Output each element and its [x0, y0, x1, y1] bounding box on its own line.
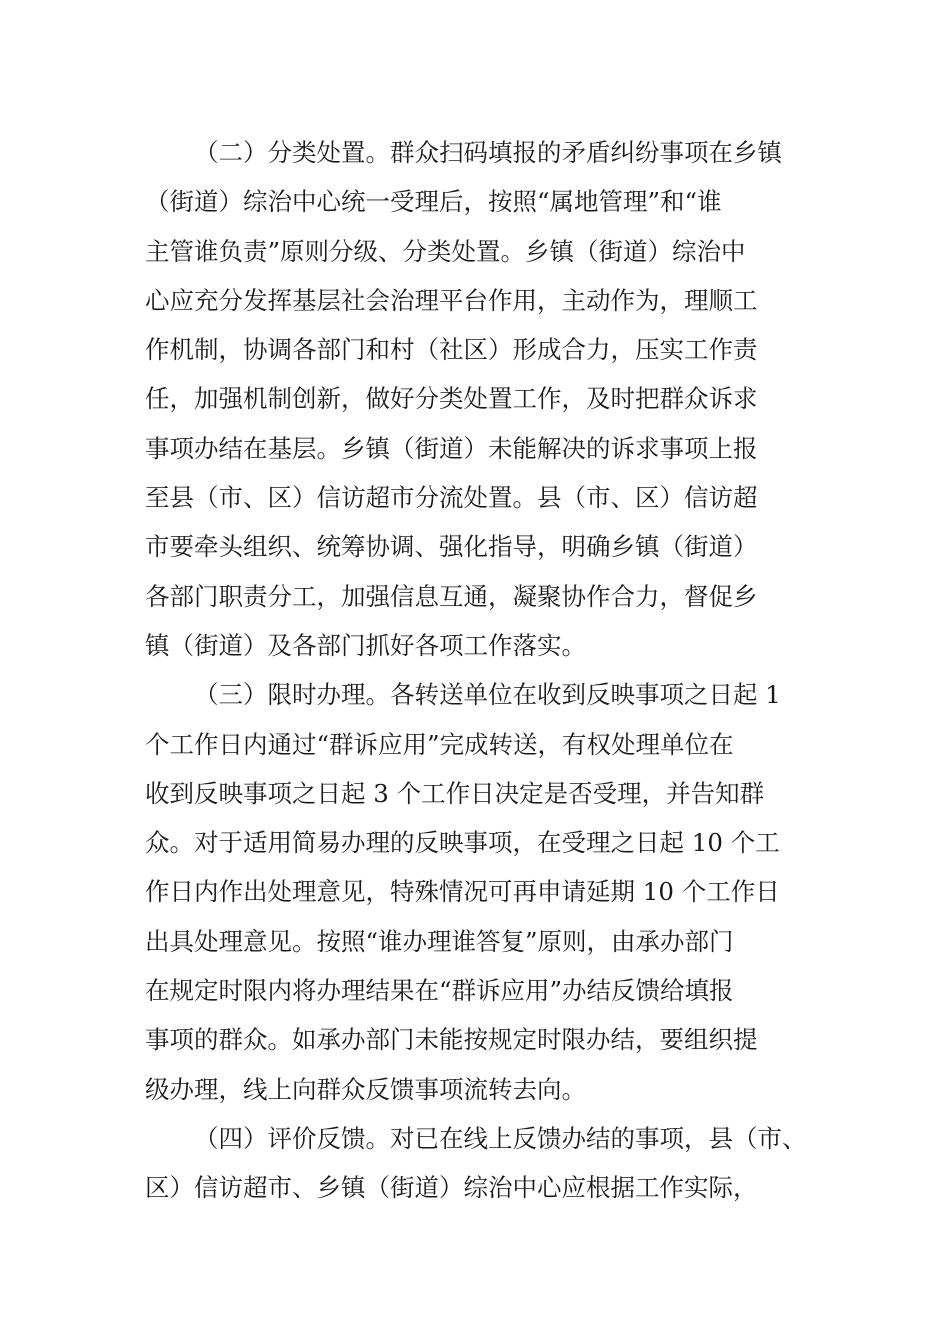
- paragraph-line: 市要牵头组织、统筹协调、强化指导，明确乡镇（街道）: [145, 532, 758, 562]
- paragraph-line: 镇（街道）及各部门抓好各项工作落实。: [145, 630, 586, 660]
- paragraph-line: 任，加强机制创新，做好分类处置工作，及时把群众诉求: [145, 384, 758, 414]
- paragraph-line: （二）分类处置。群众扫码填报的矛盾纠纷事项在乡镇: [194, 138, 782, 167]
- paragraph-line: 心应充分发挥基层社会治理平台作用，主动作为，理顺工: [145, 285, 758, 315]
- paragraph-line: 在规定时限内将办理结果在“群诉应用”办结反馈给填报: [145, 976, 734, 1006]
- paragraph-line: 级办理，线上向群众反馈事项流转去向。: [145, 1074, 586, 1104]
- paragraph-section-4: [145, 1114, 810, 1213]
- paragraph-line: 出具处理意见。按照“谁办理谁答复”原则，由承办部门: [145, 926, 734, 956]
- paragraph-line: （四）评价反馈。对已在线上反馈办结的事项，县（市、: [194, 1123, 807, 1153]
- paragraph-line: 至县（市、区）信访超市分流处置。县（市、区）信访超: [145, 483, 758, 513]
- paragraph-line: 个工作日内通过“群诉应用”完成转送，有权处理单位在: [145, 729, 734, 759]
- paragraph-section-2: [145, 128, 810, 670]
- paragraph-section-3: [145, 670, 810, 1114]
- paragraph-line: 各部门职责分工，加强信息互通，凝聚协作合力，督促乡: [145, 581, 758, 611]
- paragraph-line: 收到反映事项之日起 3 个工作日决定是否受理，并告知群: [145, 778, 765, 808]
- paragraph-line: 事项的群众。如承办部门未能按规定时限办结，要组织提: [145, 1025, 758, 1055]
- paragraph-line: 作日内作出处理意见，特殊情况可再申请延期 10 个工作日: [145, 877, 780, 907]
- paragraph-line: 众。对于适用简易办理的反映事项，在受理之日起 10 个工: [145, 828, 780, 858]
- paragraph-line: （街道）综治中心统一受理后，按照“属地管理”和“谁: [145, 187, 722, 217]
- paragraph-line: （三）限时办理。各转送单位在收到反映事项之日起 1: [194, 680, 781, 710]
- paragraph-line: 主管谁负责”原则分级、分类处置。乡镇（街道）综治中: [145, 236, 746, 266]
- paragraph-line: 作机制，协调各部门和村（社区）形成合力，压实工作责: [145, 335, 758, 365]
- paragraph-line: 事项办结在基层。乡镇（街道）未能解决的诉求事项上报: [145, 433, 758, 463]
- document-body: [145, 128, 810, 1213]
- paragraph-line: 区）信访超市、乡镇（街道）综治中心应根据工作实际，: [145, 1173, 758, 1203]
